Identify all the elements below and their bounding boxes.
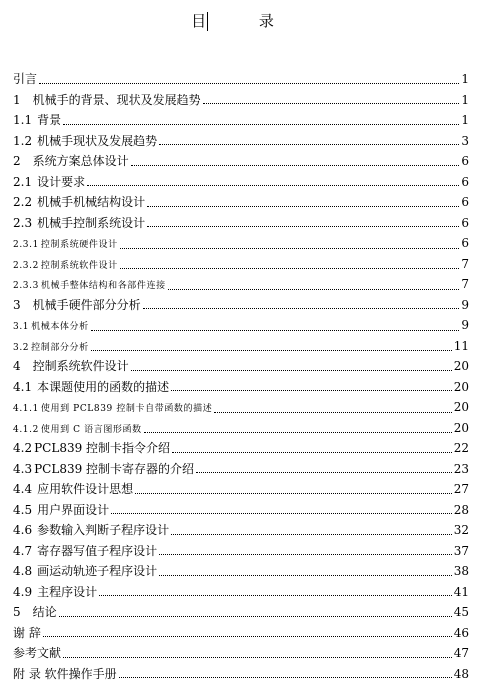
toc-entry-page-number: 6 <box>461 236 469 250</box>
toc-entry-label: 使用到 PCL839 控制卡自带函数的描述 <box>40 404 213 414</box>
toc-entry-introduction[interactable] <box>13 69 469 90</box>
dot-leader <box>147 225 459 227</box>
dot-leader <box>91 349 452 351</box>
toc-entry-page-number: 27 <box>453 482 469 496</box>
toc-entry-page-number: 48 <box>453 666 469 681</box>
toc-entry-section-4-8[interactable] <box>13 561 469 582</box>
toc-entry-page-number: 47 <box>453 646 469 660</box>
toc-entry-section-4-1-1[interactable] <box>13 397 469 418</box>
dot-leader <box>87 184 459 186</box>
dot-leader <box>143 307 460 309</box>
toc-entry-number: 2.3.3 <box>13 281 39 291</box>
toc-entry-label: PCL839 控制卡指令介绍 <box>34 441 171 455</box>
toc-entry-number: 3.1 <box>13 322 30 332</box>
toc-entry-section-4-3[interactable] <box>13 459 469 480</box>
dot-leader <box>131 164 460 166</box>
toc-entry-label: 控制系统软件设计 <box>40 260 118 271</box>
toc-entry-label: 应用软件设计思想 <box>37 482 134 496</box>
toc-entry-number: 4.9 <box>13 584 33 599</box>
toc-entry-page-number: 3 <box>461 133 469 148</box>
toc-entry-label: 结论 <box>32 605 57 619</box>
toc-entry-label: 引言 <box>13 72 38 86</box>
dot-leader <box>159 574 452 576</box>
dot-leader <box>144 431 452 433</box>
toc-entry-chapter-4[interactable] <box>13 356 469 377</box>
toc-entry-page-number: 7 <box>461 277 469 291</box>
toc-entry-chapter-5[interactable] <box>13 602 469 623</box>
toc-entry-section-2-2[interactable] <box>13 192 469 213</box>
toc-entry-section-4-9[interactable] <box>13 582 469 603</box>
dot-leader <box>159 143 459 145</box>
toc-title: 目 录 <box>191 12 298 30</box>
toc-entry-section-4-5[interactable] <box>13 500 469 521</box>
dot-leader <box>111 512 452 514</box>
toc-entry-page-number: 9 <box>461 318 469 332</box>
toc-entry-label: 控制部分分析 <box>31 342 89 353</box>
toc-entry-page-number: 6 <box>461 195 469 209</box>
toc-entry-number: 4.1 <box>13 379 33 394</box>
toc-entry-label: 系统方案总体设计 <box>32 154 129 168</box>
toc-entry-chapter-3[interactable] <box>13 295 469 316</box>
toc-entry-number: 2.3 <box>13 215 33 230</box>
toc-entry-number: 4.7 <box>13 543 33 558</box>
toc-entry-chapter-1[interactable] <box>13 90 469 111</box>
toc-entry-label: 控制系统软件设计 <box>32 359 129 373</box>
toc-entry-number: 4.6 <box>13 523 33 537</box>
toc-entry-page-number: 28 <box>453 502 469 517</box>
toc-entry-page-number: 32 <box>453 523 469 537</box>
toc-entry-section-4-6[interactable] <box>13 520 469 541</box>
toc-entry-label: 机械手的背景、现状及发展趋势 <box>32 92 201 107</box>
toc-entry-number: 4.5 <box>13 502 33 517</box>
dot-leader <box>131 369 452 371</box>
toc-entry-section-1-2[interactable] <box>13 131 469 152</box>
toc-entry-label: 本课题使用的函数的描述 <box>37 379 170 394</box>
toc-entry-page-number: 1 <box>461 72 469 86</box>
toc-entry-section-1-1[interactable] <box>13 110 469 131</box>
toc-entry-label: 背景 <box>37 113 62 127</box>
toc-entry-page-number: 20 <box>453 379 469 394</box>
toc-entry-label: 画运动轨迹子程序设计 <box>37 564 158 578</box>
toc-entry-number: 4.2 <box>13 441 33 455</box>
table-of-contents <box>13 69 469 684</box>
toc-entry-page-number: 37 <box>453 543 469 558</box>
toc-entry-page-number: 1 <box>461 92 469 107</box>
toc-entry-number: 2.1 <box>13 174 33 189</box>
toc-entry-page-number: 20 <box>453 420 469 435</box>
dot-leader <box>59 615 452 617</box>
toc-entry-label: 使用到 C 语言图形函数 <box>40 424 142 435</box>
toc-entry-page-number: 6 <box>461 215 469 230</box>
toc-entry-acknowledgements[interactable] <box>13 623 469 644</box>
toc-entry-number: 2 <box>13 154 21 168</box>
toc-entry-appendix[interactable] <box>13 664 469 685</box>
toc-entry-section-3-1[interactable] <box>13 315 469 336</box>
toc-entry-section-2-1[interactable] <box>13 172 469 193</box>
toc-entry-number: 1.2 <box>13 133 33 148</box>
toc-entry-label: 用户界面设计 <box>37 502 110 517</box>
dot-leader <box>119 676 452 678</box>
toc-entry-section-4-7[interactable] <box>13 541 469 562</box>
toc-entry-label: 控制系统硬件设计 <box>40 240 118 250</box>
toc-entry-page-number: 6 <box>461 154 469 168</box>
toc-entry-page-number: 6 <box>461 174 469 189</box>
toc-entry-number: 2.3.2 <box>13 260 39 271</box>
toc-entry-label: 机械本体分析 <box>31 322 89 332</box>
toc-entry-page-number: 41 <box>453 584 469 599</box>
toc-entry-label: 寄存器写值子程序设计 <box>37 543 158 558</box>
dot-leader <box>43 635 452 637</box>
dot-leader <box>172 451 452 453</box>
toc-entry-page-number: 20 <box>453 359 469 373</box>
toc-entry-page-number: 1 <box>461 113 469 127</box>
dot-leader <box>63 123 459 125</box>
toc-entry-number: 4.1.2 <box>13 424 39 435</box>
toc-entry-chapter-2[interactable] <box>13 151 469 172</box>
dot-leader <box>171 533 452 535</box>
toc-entry-number: 2.2 <box>13 195 33 209</box>
dot-leader <box>135 492 452 494</box>
toc-entry-number: 1 <box>13 92 21 107</box>
toc-entry-section-2-3-1[interactable] <box>13 233 469 254</box>
toc-entry-number: 4.4 <box>13 482 33 496</box>
dot-leader <box>120 267 460 269</box>
dot-leader <box>214 411 451 413</box>
toc-entry-label: 设计要求 <box>37 174 86 189</box>
dot-leader <box>91 329 460 331</box>
toc-entry-label: 参考文献 <box>13 646 62 660</box>
dot-leader <box>120 247 460 249</box>
toc-entry-number: 3.2 <box>13 342 30 353</box>
toc-entry-number: 4.8 <box>13 564 33 578</box>
dot-leader <box>39 82 459 84</box>
toc-entry-section-2-3[interactable] <box>13 213 469 234</box>
toc-entry-number: 5 <box>13 605 21 619</box>
dot-leader <box>203 102 460 104</box>
toc-entry-label: PCL839 控制卡寄存器的介绍 <box>34 461 195 476</box>
dot-leader <box>147 205 459 207</box>
toc-entry-number: 1.1 <box>13 113 33 127</box>
toc-entry-number: 4.3 <box>13 461 33 476</box>
toc-entry-number: 4.1.1 <box>13 404 39 414</box>
dot-leader <box>63 656 452 658</box>
dot-leader <box>196 471 452 473</box>
toc-entry-label: 机械手控制系统设计 <box>37 215 146 230</box>
toc-entry-label: 主程序设计 <box>37 584 98 599</box>
toc-entry-label: 附 录 软件操作手册 <box>13 666 117 681</box>
toc-entry-section-4-4[interactable] <box>13 479 469 500</box>
toc-entry-number: 4 <box>13 359 21 373</box>
toc-entry-section-4-1-2[interactable] <box>13 418 469 439</box>
dot-leader <box>168 288 460 290</box>
toc-entry-page-number: 23 <box>453 461 469 476</box>
toc-entry-label: 机械手整体结构和各部件连接 <box>40 281 166 291</box>
toc-entry-section-3-2[interactable] <box>13 336 469 357</box>
toc-entry-section-2-3-3[interactable] <box>13 274 469 295</box>
toc-entry-section-4-1[interactable] <box>13 377 469 398</box>
toc-entry-page-number: 38 <box>453 564 469 578</box>
toc-entry-page-number: 11 <box>453 338 469 353</box>
toc-entry-page-number: 20 <box>453 400 469 414</box>
toc-entry-label: 机械手现状及发展趋势 <box>37 133 158 148</box>
toc-entry-section-4-2[interactable] <box>13 438 469 459</box>
dot-leader <box>159 553 452 555</box>
toc-entry-label: 参数输入判断子程序设计 <box>37 523 170 537</box>
toc-entry-number: 3 <box>13 297 21 312</box>
toc-entry-label: 机械手机械结构设计 <box>37 195 146 209</box>
toc-entry-references[interactable] <box>13 643 469 664</box>
toc-entry-page-number: 9 <box>461 297 469 312</box>
toc-entry-label: 机械手硬件部分分析 <box>32 297 141 312</box>
toc-entry-page-number: 45 <box>453 605 469 619</box>
toc-entry-page-number: 7 <box>461 256 469 271</box>
dot-leader <box>99 594 452 596</box>
toc-entry-section-2-3-2[interactable] <box>13 254 469 275</box>
toc-entry-page-number: 46 <box>453 625 469 640</box>
dot-leader <box>171 389 452 391</box>
toc-entry-label: 谢 辞 <box>13 625 41 640</box>
toc-entry-number: 2.3.1 <box>13 240 39 250</box>
toc-entry-page-number: 22 <box>453 441 469 455</box>
